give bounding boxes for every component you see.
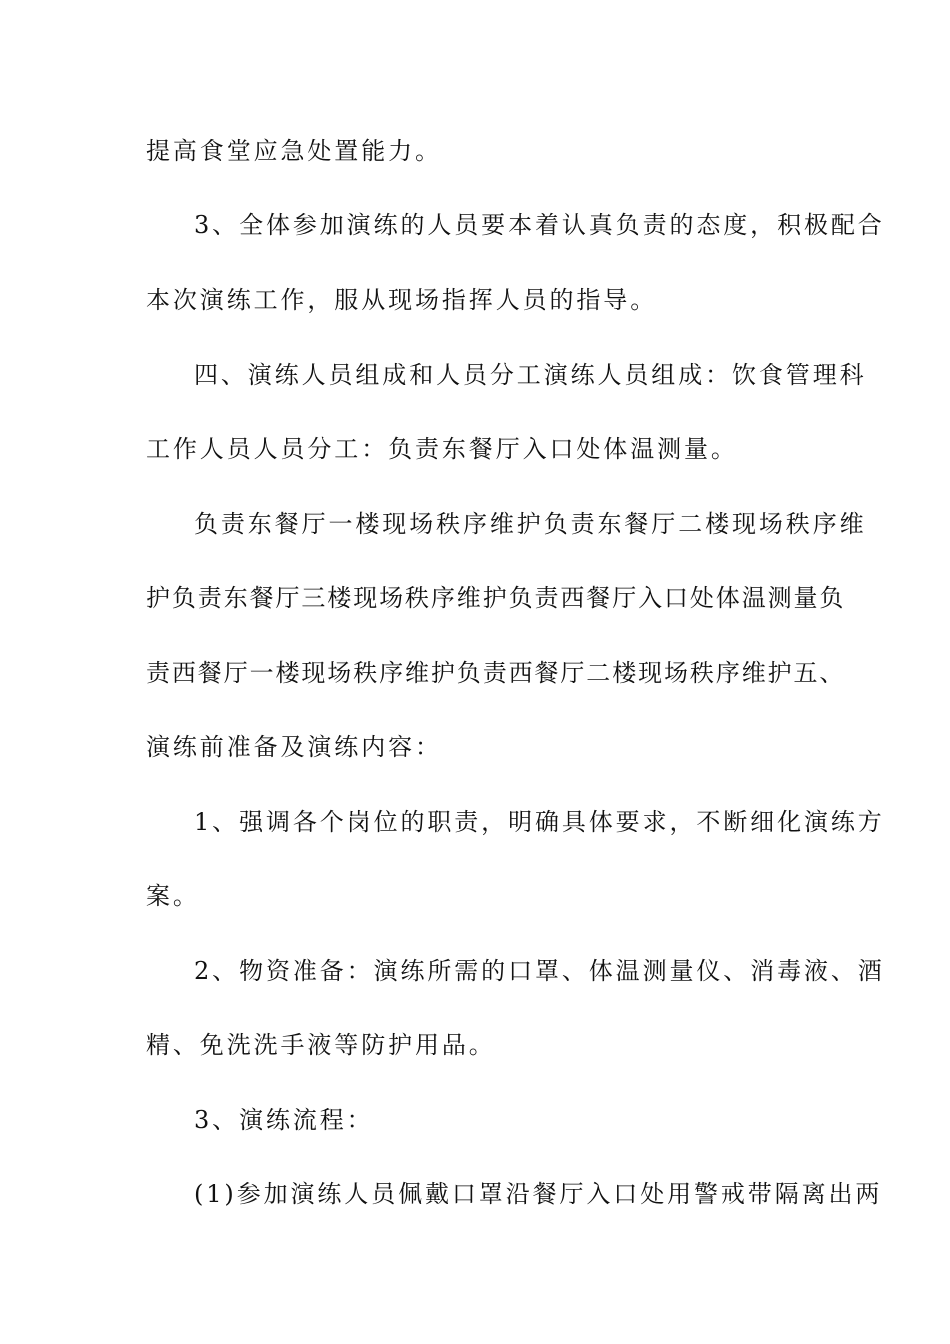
text-line-4: 四、演练人员组成和人员分工演练人员组成：饮食管理科	[194, 361, 867, 389]
text-line-12: 2、物资准备：演练所需的口罩、体温测量仪、消毒液、酒	[194, 957, 885, 985]
text-line-5: 工作人员人员分工：负责东餐厅入口处体温测量。	[146, 435, 738, 463]
text-line-14: 3、演练流程：	[194, 1106, 374, 1134]
text-line-2: 3、全体参加演练的人员要本着认真负责的态度，积极配合	[194, 211, 885, 239]
text-line-3: 本次演练工作，服从现场指挥人员的指导。	[146, 286, 658, 314]
text-line-10: 1、强调各个岗位的职责，明确具体要求，不断细化演练方	[194, 808, 885, 836]
text-line-9: 演练前准备及演练内容：	[146, 733, 442, 761]
text-line-8: 责西餐厅一楼现场秩序维护负责西餐厅二楼现场秩序维护五、	[146, 659, 846, 687]
text-line-1: 提高食堂应急处置能力。	[146, 137, 442, 165]
text-line-15: (1)参加演练人员佩戴口罩沿餐厅入口处用警戒带隔离出两	[194, 1180, 883, 1208]
text-line-6: 负责东餐厅一楼现场秩序维护负责东餐厅二楼现场秩序维	[194, 510, 867, 538]
text-line-11: 案。	[146, 882, 200, 910]
text-line-7: 护负责东餐厅三楼现场秩序维护负责西餐厅入口处体温测量负	[146, 584, 846, 612]
text-line-13: 精、免洗洗手液等防护用品。	[146, 1031, 496, 1059]
